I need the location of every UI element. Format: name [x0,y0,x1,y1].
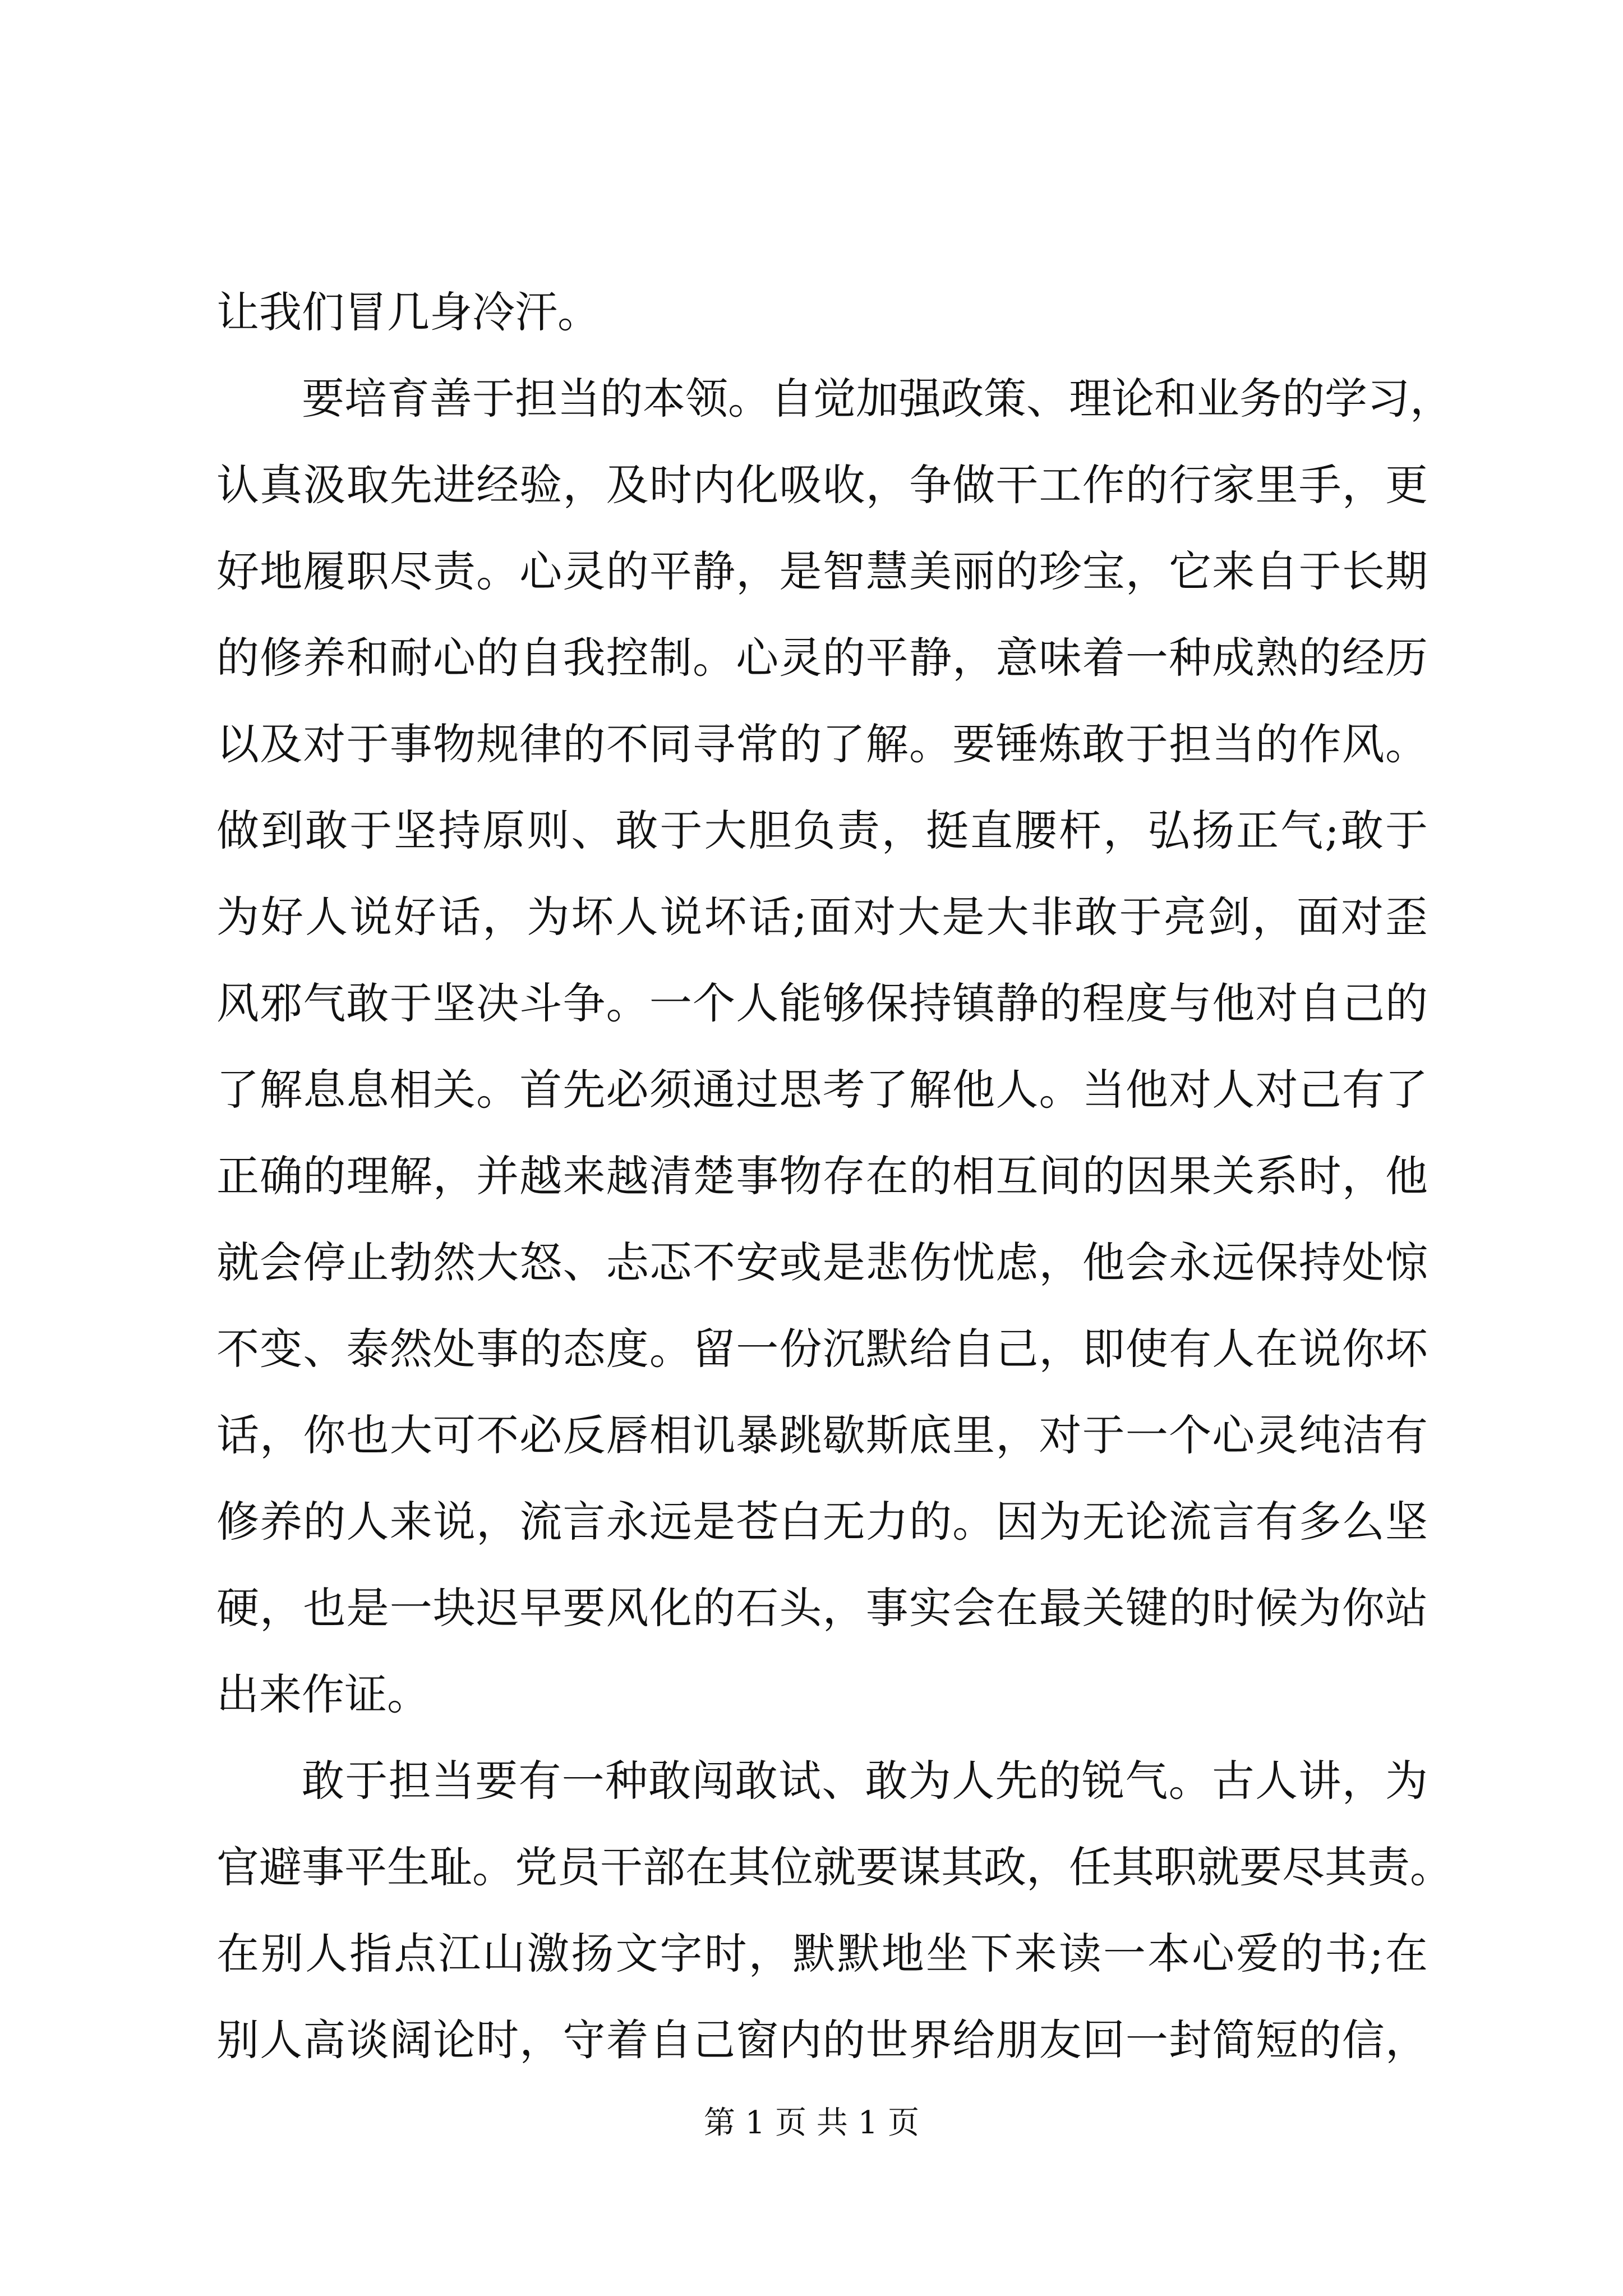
text-line: 敢于担当要有一种敢闯敢试、敢为人先的锐气。古人讲，为 [302,1756,1428,1806]
text-line: 的修养和耐心的自我控制。心灵的平静，意味着一种成熟的经历 [216,633,1428,683]
text-line: 以及对于事物规律的不同寻常的了解。要锤炼敢于担当的作风。 [216,719,1428,769]
text-line: 让我们冒几身冷汗。 [216,287,600,337]
text-line: 就会停止勃然大怒、忐忑不安或是悲伤忧虑，他会永远保持处惊 [216,1237,1428,1287]
text-line: 做到敢于坚持原则、敢于大胆负责，挺直腰杆，弘扬正气;敢于 [216,806,1428,855]
text-line: 为好人说好话，为坏人说坏话;面对大是大非敢于亮剑，面对歪 [216,892,1428,942]
text-line: 好地履职尽责。心灵的平静，是智慧美丽的珍宝，它来自于长期 [216,546,1428,596]
text-line: 了解息息相关。首先必须通过思考了解他人。当他对人对己有了 [216,1065,1428,1115]
text-line: 认真汲取先进经验，及时内化吸收，争做干工作的行家里手，更 [216,460,1428,510]
text-line: 修养的人来说，流言永远是苍白无力的。因为无论流言有多么坚 [216,1497,1428,1547]
text-line: 硬，也是一块迟早要风化的石头，事实会在最关键的时候为你站 [216,1583,1428,1633]
page-number-footer: 第 1 页 共 1 页 [703,2105,920,2141]
text-line: 官避事平生耻。党员干部在其位就要谋其政，任其职就要尽其责。 [216,1842,1453,1892]
text-line: 要培育善于担当的本领。自觉加强政策、理论和业务的学习， [302,374,1453,424]
text-line: 不变、泰然处事的态度。留一份沉默给自己，即使有人在说你坏 [216,1324,1428,1374]
text-line: 别人高谈阔论时，守着自己窗内的世界给朋友回一封简短的信， [216,2015,1428,2065]
text-line: 话，你也大可不必反唇相讥暴跳歇斯底里，对于一个心灵纯洁有 [216,1410,1428,1460]
text-line: 出来作证。 [216,1669,430,1719]
document-body [216,269,1453,2083]
text-line: 正确的理解，并越来越清楚事物存在的相互间的因果关系时，他 [216,1151,1428,1201]
text-line: 风邪气敢于坚决斗争。一个人能够保持镇静的程度与他对自己的 [216,978,1428,1028]
text-line: 在别人指点江山激扬文字时，默默地坐下来读一本心爱的书;在 [216,1929,1428,1978]
